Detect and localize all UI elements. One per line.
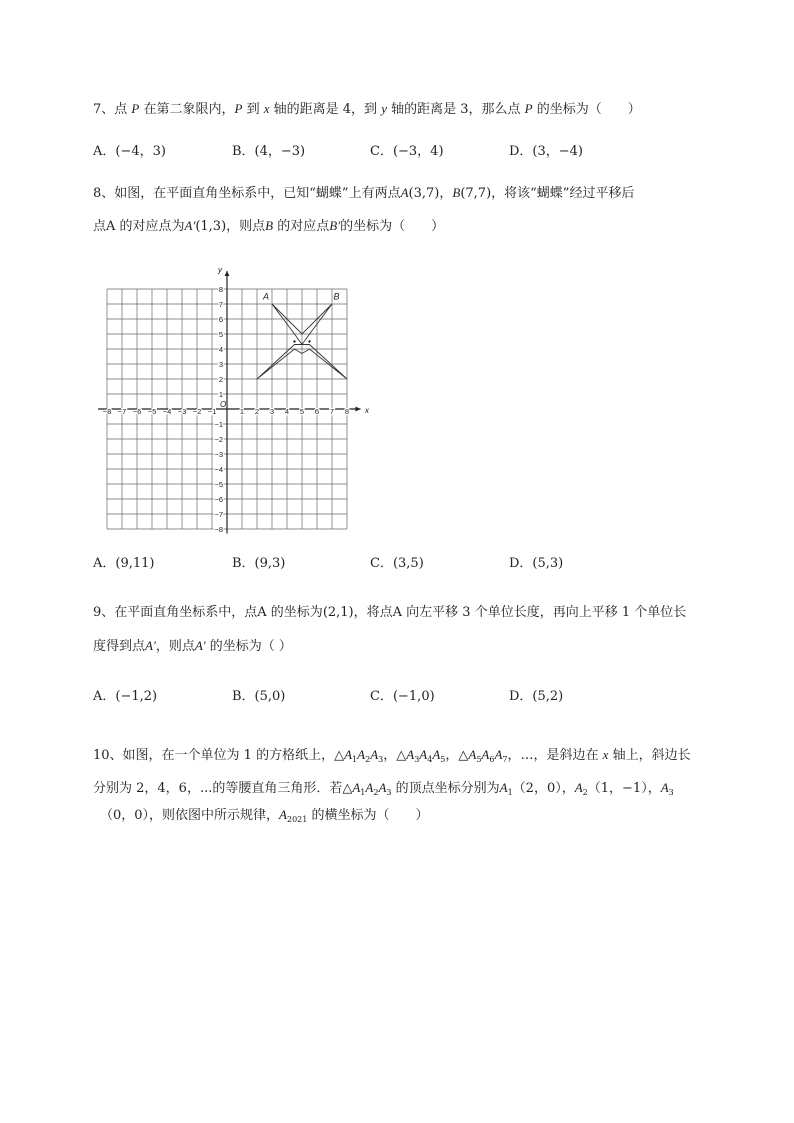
y-tick-label: 2 [218, 375, 223, 384]
x-tick-label: −5 [147, 406, 157, 416]
x-tick-label: 8 [344, 406, 350, 416]
x-tick-label: −1 [207, 406, 217, 416]
y-tick-label: 6 [218, 315, 223, 324]
y-tick-label: 3 [218, 360, 223, 369]
x-tick-label: −8 [102, 406, 112, 416]
x-tick-label: 3 [269, 406, 275, 416]
point-b-label: B [333, 291, 340, 302]
q7-option-a: A．(−4，3) [93, 144, 166, 159]
q9-option-d: D．(5,2) [509, 689, 564, 704]
x-tick-label: 5 [299, 406, 305, 416]
q8-option-d: D．(5,3) [509, 556, 564, 571]
question-10-line-2: 分别为 2，4，6，...的等腰直角三角形．若$\triangle A_1A_2A_3$ 的顶点坐标分别为$A_1(2$，0），$A_2(1$，−1），$A_3$ [93, 780, 674, 797]
y-tick-label: −4 [214, 465, 223, 474]
x-tick-label: −4 [162, 406, 172, 416]
q7-option-b: B．(4，−3) [232, 144, 306, 159]
x-tick-label: 6 [314, 406, 320, 416]
y-tick-label: 7 [218, 300, 223, 309]
y-tick-label: 8 [218, 285, 223, 294]
q8-option-a: A．(9,11) [93, 556, 155, 571]
y-tick-label: −2 [214, 435, 223, 444]
y-tick-label: 5 [218, 330, 223, 339]
y-tick-label: −5 [214, 480, 223, 489]
butterfly-eye-right [308, 340, 310, 342]
q7-option-d: D．(3，−4) [509, 144, 584, 159]
x-tick-label: 4 [284, 406, 290, 416]
x-tick-label: 1 [239, 406, 245, 416]
y-tick-label: −8 [214, 525, 223, 534]
q9-option-b: B．(5,0) [232, 689, 286, 704]
question-9-line-2: 度得到点A′，则点A′ 的坐标为（ ） [93, 638, 292, 654]
y-tick-label: 4 [218, 345, 223, 354]
question-number: 7、 [93, 102, 115, 117]
y-axis-label: y [218, 265, 222, 275]
question-10-line-1: 10、如图，在一个单位为 1 的方格纸上，$\triangle A_1A_2A_3$，$\triangle A_3A_4A_5$，$\triangle A_5A_6A_7$，…，是斜边在 x 轴上，斜边长 [93, 747, 691, 764]
coordinate-grid-figure [92, 262, 382, 537]
x-tick-label: −7 [117, 406, 127, 416]
question-number: 9、 [93, 605, 115, 620]
question-7: 7、点 P 在第二象限内，P 到 x 轴的距离是 4，到 y 轴的距离是 3，那么点 P 的坐标为（ ） [93, 101, 641, 117]
question-number: 10、 [93, 748, 123, 763]
question-10-line-3: （0，0），则依图中所示规律，$A_{2021}$ 的横坐标为（ ） [100, 807, 429, 824]
x-axis-arrow [356, 407, 361, 412]
question-number: 8、 [93, 186, 115, 201]
x-tick-label: −6 [132, 406, 142, 416]
q7-option-c: C．(−3，4) [370, 144, 444, 159]
x-tick-label: −2 [192, 406, 202, 416]
x-tick-label: 7 [329, 406, 335, 416]
q8-option-b: B．(9,3) [232, 556, 286, 571]
x-tick-label: −3 [177, 406, 187, 416]
x-axis-label: x [365, 406, 369, 415]
y-tick-label: −6 [214, 495, 223, 504]
y-tick-label: −1 [214, 420, 223, 429]
question-8-line-2: 点A 的对应点为A′(1,3)，则点B 的对应点B′的坐标为（ ） [93, 218, 445, 234]
q9-option-a: A．(−1,2) [93, 689, 158, 704]
y-axis-arrow [225, 271, 230, 276]
y-tick-label: −3 [214, 450, 223, 459]
butterfly-eye-left [293, 340, 295, 342]
axes [98, 266, 370, 534]
y-tick-label: 1 [218, 390, 223, 399]
q8-option-c: C．(3,5) [370, 556, 424, 571]
point-a-label: A [263, 291, 270, 302]
question-8-line-1: 8、如图，在平面直角坐标系中，已知“蝴蝶”上有两点A(3,7)，B(7,7)，将该“蝴蝶”经过平移后 [93, 185, 635, 201]
x-tick-label: 2 [254, 406, 260, 416]
question-9-line-1: 9、在平面直角坐标系中，点A 的坐标为(2,1)，将点A 向左平移 3 个单位长度，再向上平移 1 个单位长 [93, 605, 687, 620]
q9-option-c: C．(−1,0) [370, 689, 435, 704]
origin-label: O [220, 400, 227, 409]
y-tick-label: −7 [214, 510, 223, 519]
